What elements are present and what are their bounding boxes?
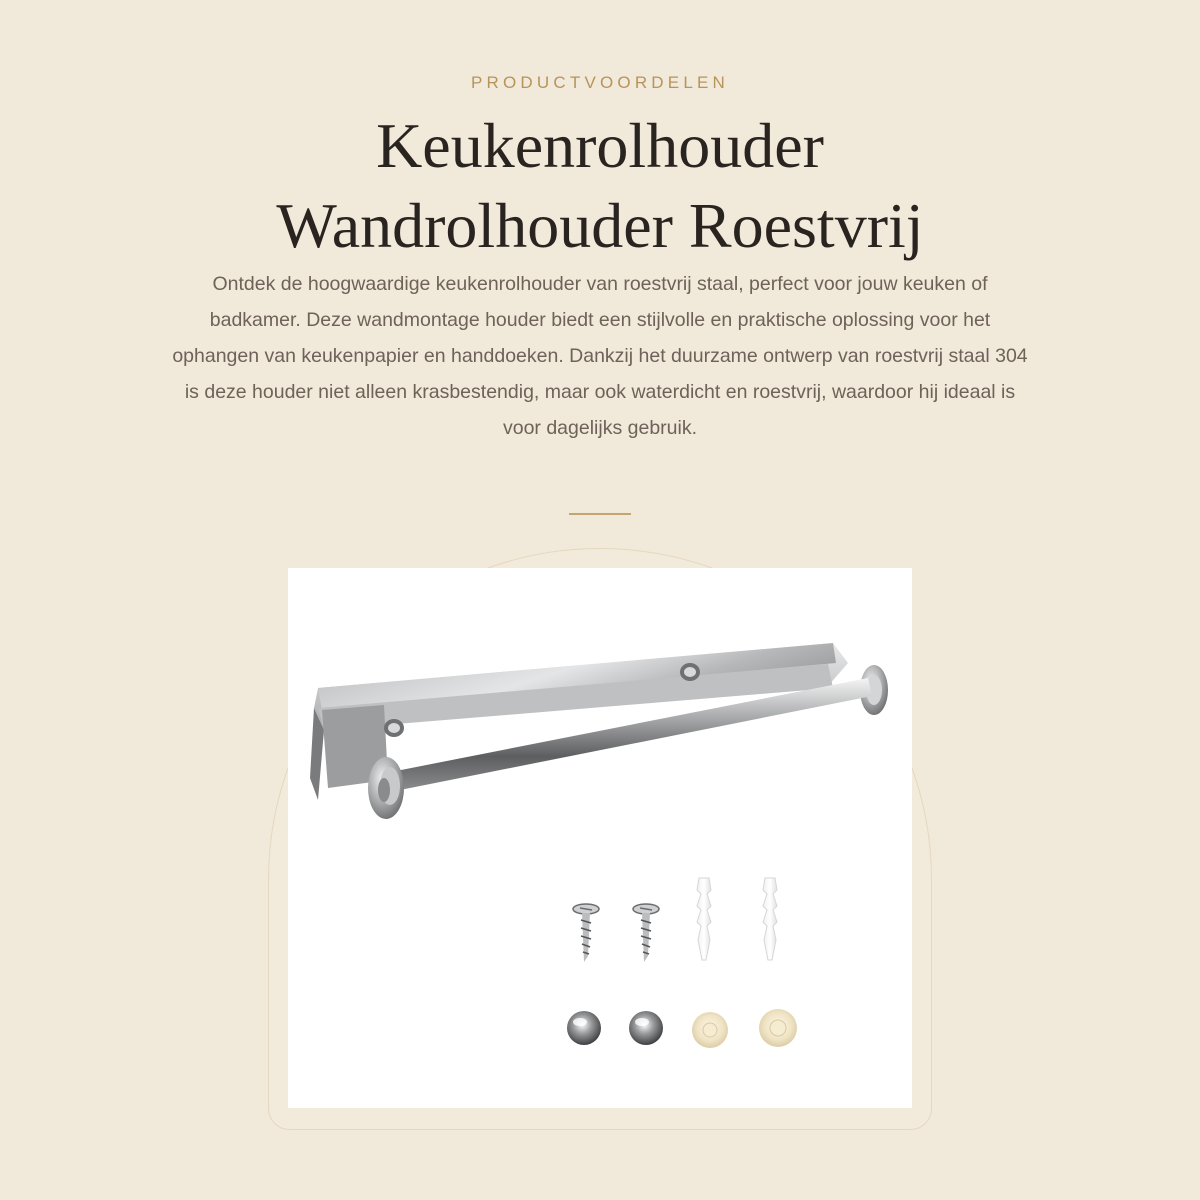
section-eyebrow: PRODUCTVOORDELEN — [470, 73, 729, 92]
plastic-cap-icon — [759, 1009, 797, 1047]
product-title — [0, 106, 1200, 266]
screw-icon — [573, 904, 599, 962]
title-line-1: Keukenrolhouder — [376, 110, 824, 181]
section-divider — [569, 513, 631, 515]
chrome-cover-cap-icon — [567, 1011, 601, 1045]
wall-anchor-icon — [763, 878, 777, 960]
chrome-cover-cap-icon — [629, 1011, 663, 1045]
title-line-2: Wandrolhouder Roestvrij — [276, 190, 924, 261]
plastic-cap-icon — [692, 1012, 728, 1048]
left-end-cap — [368, 757, 404, 819]
screw-icon — [633, 904, 659, 962]
product-description: Ontdek de hoogwaardige keukenrolhouder van roestvrij staal, perfect voor jouw keuken of badkamer. Deze wandmontage houder biedt een stijlvolle en praktische oplossing voor het ophangen van keukenpapier en handdoeken. Dankzij het duurzame ontwerp van roestvrij staal 304 is deze houder niet alleen krasbestendig, maar ook waterdicht en roestvrij, waardoor hij ideaal is voor dagelijks gebruik. — [172, 273, 1028, 439]
wall-anchor-icon — [697, 878, 711, 960]
product-image — [288, 568, 912, 1108]
